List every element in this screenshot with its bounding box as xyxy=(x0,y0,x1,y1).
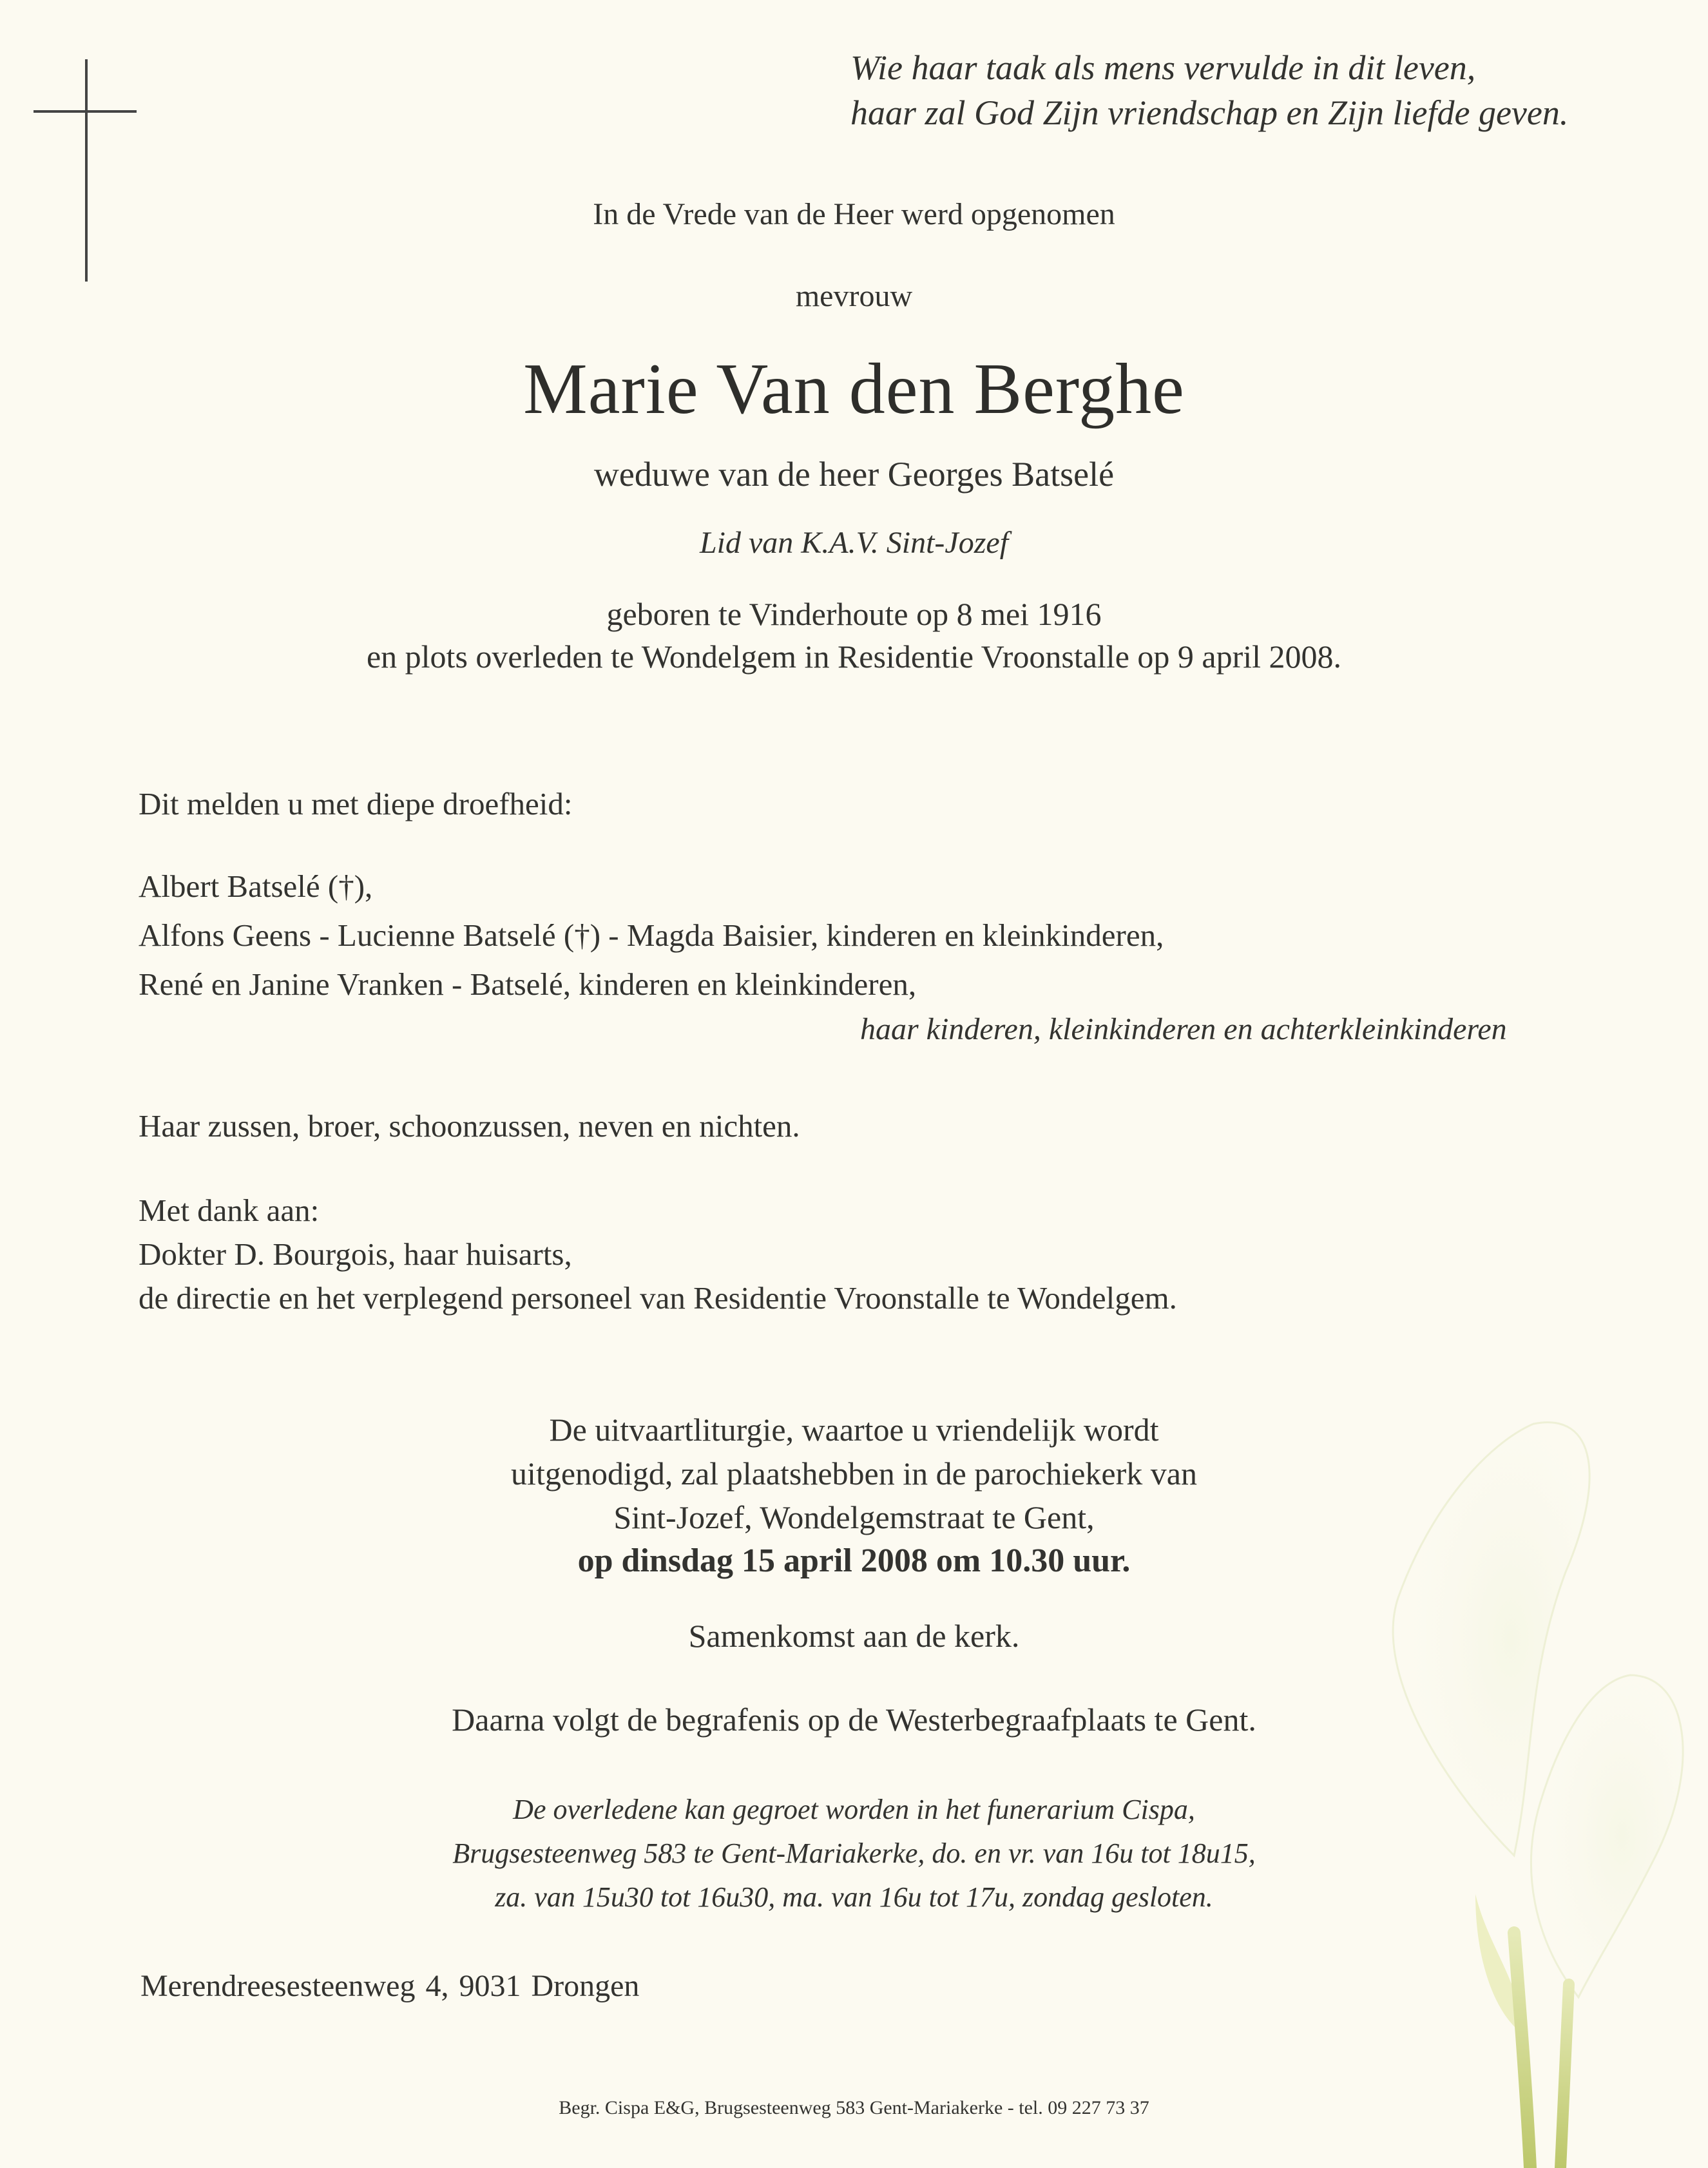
lily-stem xyxy=(1560,1984,1569,2168)
visit-line: Brugsesteenweg 583 te Gent-Mariakerke, do. en vr. van 16u tot 18u15, xyxy=(452,1837,1256,1869)
burial-text: Daarna volgt de begrafenis op de Westerbegraafplaats te Gent. xyxy=(452,1702,1256,1738)
thanks-line: Dokter D. Bourgois, haar huisarts, xyxy=(139,1236,572,1272)
thanks-line: de directie en het verplegend personeel van Residentie Vroonstalle te Wondelgem. xyxy=(139,1280,1177,1316)
verse-line: haar zal God Zijn vriendschap en Zijn liefde geven. xyxy=(850,93,1569,132)
birth-death xyxy=(0,593,1708,678)
family-line: Albert Batselé (†), xyxy=(139,868,373,904)
family-tail: haar kinderen, kleinkinderen en achterkleinkinderen xyxy=(860,1012,1507,1046)
calla-lily-illustration xyxy=(1321,1405,1707,2168)
membership: Lid van K.A.V. Sint-Jozef xyxy=(699,526,1009,560)
announce-text: Dit melden u met diepe droefheid: xyxy=(139,786,573,821)
family-line: Alfons Geens - Lucienne Batselé (†) - Magda Baisier, kinderen en kleinkinderen, xyxy=(139,917,1164,953)
lily-stem xyxy=(1514,1933,1530,2168)
liturgy-date: op dinsdag 15 april 2008 om 10.30 uur. xyxy=(577,1542,1131,1579)
thanks-block xyxy=(139,1189,1177,1320)
cross-vertical-bar xyxy=(85,59,88,282)
honorific: mevrouw xyxy=(795,279,913,313)
family-list xyxy=(139,862,1164,1009)
liturgy-line: Sint-Jozef, Wondelgemstraat te Gent, xyxy=(613,1499,1095,1535)
intro-text: In de Vrede van de Heer werd opgenomen xyxy=(593,197,1115,231)
opening-verse xyxy=(850,45,1568,135)
thanks-line: Met dank aan: xyxy=(139,1193,320,1228)
siblings-text: Haar zussen, broer, schoonzussen, neven en nichten. xyxy=(139,1108,800,1144)
liturgy-line: De uitvaartliturgie, waartoe u vriendelijk wordt xyxy=(549,1412,1159,1448)
died-line: en plots overleden te Wondelgem in Residentie Vroonstalle op 9 april 2008. xyxy=(366,638,1342,675)
visit-line: De overledene kan gegroet worden in het funerarium Cispa, xyxy=(513,1794,1195,1825)
widow-of: weduwe van de heer Georges Batselé xyxy=(593,455,1115,494)
cross-horizontal-bar xyxy=(34,110,137,113)
born-line: geboren te Vinderhoute op 8 mei 1916 xyxy=(606,596,1102,632)
gathering-text: Samenkomst aan de kerk. xyxy=(688,1618,1020,1654)
liturgy-line: uitgenodigd, zal plaatshebben in de parochiekerk van xyxy=(511,1455,1197,1492)
lily-petal xyxy=(1531,1675,1684,1997)
deceased-name: Marie Van den Berghe xyxy=(523,349,1185,429)
family-address: Merendreesesteenweg 4, 9031 Drongen xyxy=(140,1969,640,2003)
verse-line: Wie haar taak als mens vervulde in dit leven, xyxy=(850,48,1476,87)
visit-line: za. van 15u30 tot 16u30, ma. van 16u tot 17u, zondag gesloten. xyxy=(495,1881,1213,1913)
funeral-home-footer: Begr. Cispa E&G, Brugsesteenweg 583 Gent-Mariakerke - tel. 09 227 73 37 xyxy=(559,2097,1149,2118)
family-line: René en Janine Vranken - Batselé, kinderen en kleinkinderen, xyxy=(139,966,917,1002)
